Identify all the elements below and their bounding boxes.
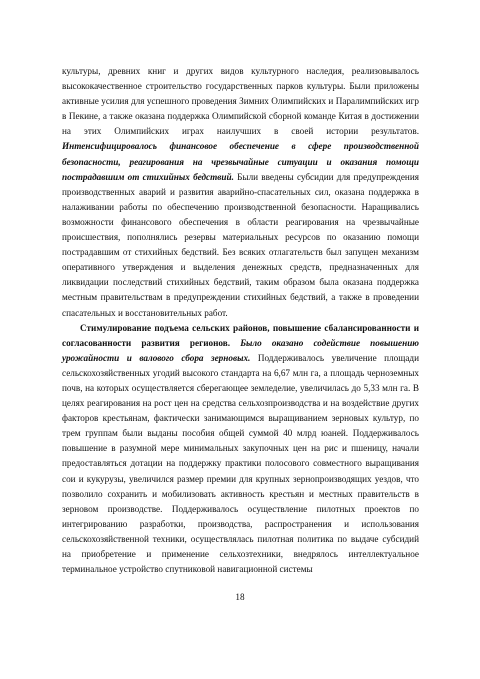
text-segment: культуры, древних книг и других видов культурного наследия, реализовывалось высококачественное строительство государственных парков культуры. Были приложены активные усилия для успешного проведения Зимних Олимпийских и Паралимпийских игр в Пекине, а также оказана поддержка Олимпийской сборной команде Китая в достижении на этих Олимпийских играх наилучших в своей истории результатов. xyxy=(62,66,419,137)
emphasis-segment: Было оказано содействие повышению урожайности и валового сбора зерновых. xyxy=(62,337,420,363)
text-segment: Поддерживалось увеличение площади сельскохозяйственных угодий высокого стандарта на 6,67 млн га, а площадь черноземных почв, на которых осуществляется сберегающее земледелие, увеличилась до 5,33 млн га. В целях реагирования на рост цен на средства сельхозпроизводства и на воздействие других факторов крестьянам, фактически занимающимся выращиванием зерновых культур, по трем группам были выданы пособия общей суммой 40 млрд юаней. Поддерживалось повышение в разумной мере минимальных закупочных цен на рис и пшеницу, начали предоставляться дотации на поддержку практики полосового совместного выращивания сои и кукурузы, увеличился размер премии для крупных зернопроизводящих уездов, что позволило сохранить и мобилизовать активность крестьян и местных правительств в зерновом производстве. Поддерживалось осуществление пилотных проектов по интегрированию разработки, производства, распространения и использования сельскохозяйственной техники, осуществлялась пилотная политика по выдаче субсидий на приобретение и применение сельхозтехники, внедрялось интеллектуальное терминальное устройство спутниковой навигационной системы xyxy=(62,352,419,575)
page-number: 18 xyxy=(235,592,245,602)
paragraph-2 xyxy=(62,321,419,578)
text-segment xyxy=(230,338,240,348)
emphasis-segment: Интенсифицировалось финансовое обеспечение в сфере производственной безопасности, реагирования на чрезвычайные ситуации и оказания помощи пострадавшим от стихийных бедствий. xyxy=(62,141,419,182)
text-segment: Были введены субсидии для предупреждения производственных аварий и развития аварийно-спасательных сил, оказана поддержка в налаживании работы по обеспечению производственной безопасности. Наращивались возможности финансового обеспечения в области реагирования на чрезвычайные происшествия, пополнялись резервы материальных ресурсов по оказанию помощи пострадавшим от стихийных бедствий. Без всяких отлагательств был запущен механизм оперативного утверждения и выделения денежных средств, предназначенных для ликвидации последствий стихийных бедствий, таким образом была оказана поддержка местным правительствам в предупреждении стихийных бедствий, а также в проведении спасательных и восстановительных работ. xyxy=(62,171,419,318)
paragraph-1 xyxy=(62,64,419,321)
section-heading: Стимулирование подъема сельских районов, повышение сбалансированности и согласованности развития регионов. xyxy=(62,322,419,348)
body-text xyxy=(62,64,419,577)
